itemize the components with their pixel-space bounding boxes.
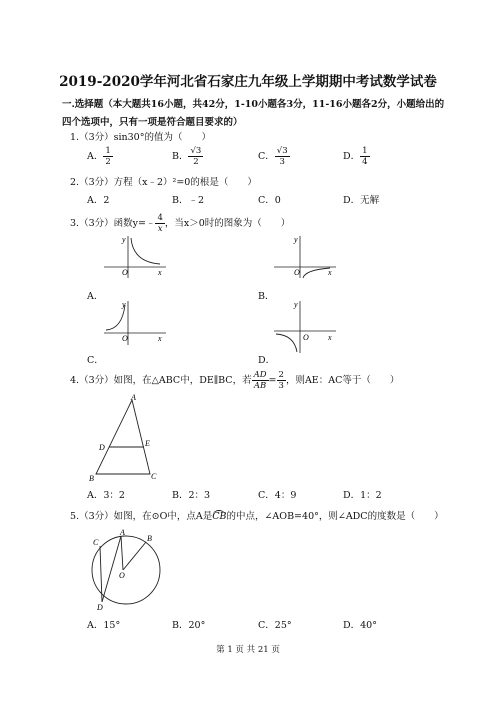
q5-option-a: A．15° [87, 620, 121, 631]
svg-text:B: B [89, 474, 94, 483]
q3-option-a: A． [87, 291, 104, 302]
q5-stem: 5.（3分）如图，在⊙O中，点A是 CB的中点，∠AOB=40°，则∠ADC的度数是（ ） [70, 511, 444, 522]
svg-text:x: x [158, 268, 162, 277]
svg-text:y: y [122, 300, 126, 309]
q3-stem: 3.（3分）函数y=﹣ $\frac{4}{x}$ ，当x＞0时的图象为（ ） [70, 213, 291, 234]
q3-graph-b [270, 232, 340, 280]
q1-stem: 1.（3分）sin30°的值为（ ） [70, 132, 211, 143]
q4-option-a: A．3：2 [87, 490, 125, 501]
q1-option-a: A． $\frac{1}{2}$ [87, 146, 111, 167]
svg-text:y: y [122, 235, 126, 244]
q3-graph-d [270, 297, 340, 355]
q2-option-b: B．﹣2 [172, 195, 205, 206]
q4-triangle-figure [88, 392, 168, 484]
svg-text:y: y [294, 300, 298, 309]
q5-circle-figure [86, 526, 166, 614]
page-title: 2019-2020学年河北省石家庄九年级上学期期中考试数学试卷 [59, 74, 437, 90]
section-heading-line1: 一.选择题（本大题共16小题，共42分，1-10小题各3分，11-16小题各2分，小题给出的 [62, 99, 445, 110]
q1-option-b: B． $\frac{√3}{2}$ [172, 146, 202, 167]
svg-text:O: O [122, 334, 128, 343]
q2-stem: 2.（3分）方程（x﹣2）²=0的根是（ ） [70, 177, 257, 188]
q2-option-c: C．0 [258, 195, 281, 206]
q2-option-a: A．2 [87, 195, 110, 206]
svg-text:x: x [328, 268, 332, 277]
q5-option-b: B．20° [172, 620, 206, 631]
q3-option-c: C． [87, 355, 104, 366]
q3-option-b: B． [258, 291, 275, 302]
svg-text:B: B [147, 534, 152, 543]
svg-text:x: x [328, 333, 332, 342]
svg-text:C: C [151, 472, 157, 481]
q4-option-b: B．2：3 [172, 490, 211, 501]
q5-option-c: C．25° [258, 620, 292, 631]
svg-text:x: x [158, 334, 162, 343]
svg-text:O: O [122, 268, 128, 277]
svg-text:O: O [303, 333, 309, 342]
page-footer: 第 1 页 共 21 页 [216, 645, 280, 655]
svg-text:O: O [294, 268, 300, 277]
svg-text:D: D [97, 603, 103, 612]
q2-option-d: D．无解 [343, 195, 380, 206]
svg-text:E: E [145, 439, 150, 448]
svg-text:A: A [131, 393, 136, 402]
q5-option-d: D．40° [343, 620, 377, 631]
q4-option-d: D．1：2 [343, 490, 382, 501]
svg-text:D: D [99, 443, 105, 452]
section-heading-line2: 四个选项中，只有一项是符合题目要求的） [62, 117, 243, 128]
q4-option-c: C．4：9 [258, 490, 297, 501]
q1-option-c: C． $\frac{√3}{3}$ [258, 146, 288, 167]
q3-graph-a [100, 232, 170, 280]
q4-stem: 4.（3分）如图，在△ABC中，DE∥BC，若 $\frac{AD}{AB}$ = $\frac{2}{3}$ ，则AE：AC等于（ ） [70, 370, 400, 391]
svg-text:y: y [294, 235, 298, 244]
q3-option-d: D． [258, 355, 276, 366]
svg-text:A: A [120, 528, 125, 537]
svg-text:O: O [119, 571, 125, 580]
q3-graph-c [100, 297, 170, 347]
svg-text:C: C [93, 538, 99, 547]
q1-option-d: D． $\frac{1}{4}$ [343, 146, 368, 167]
